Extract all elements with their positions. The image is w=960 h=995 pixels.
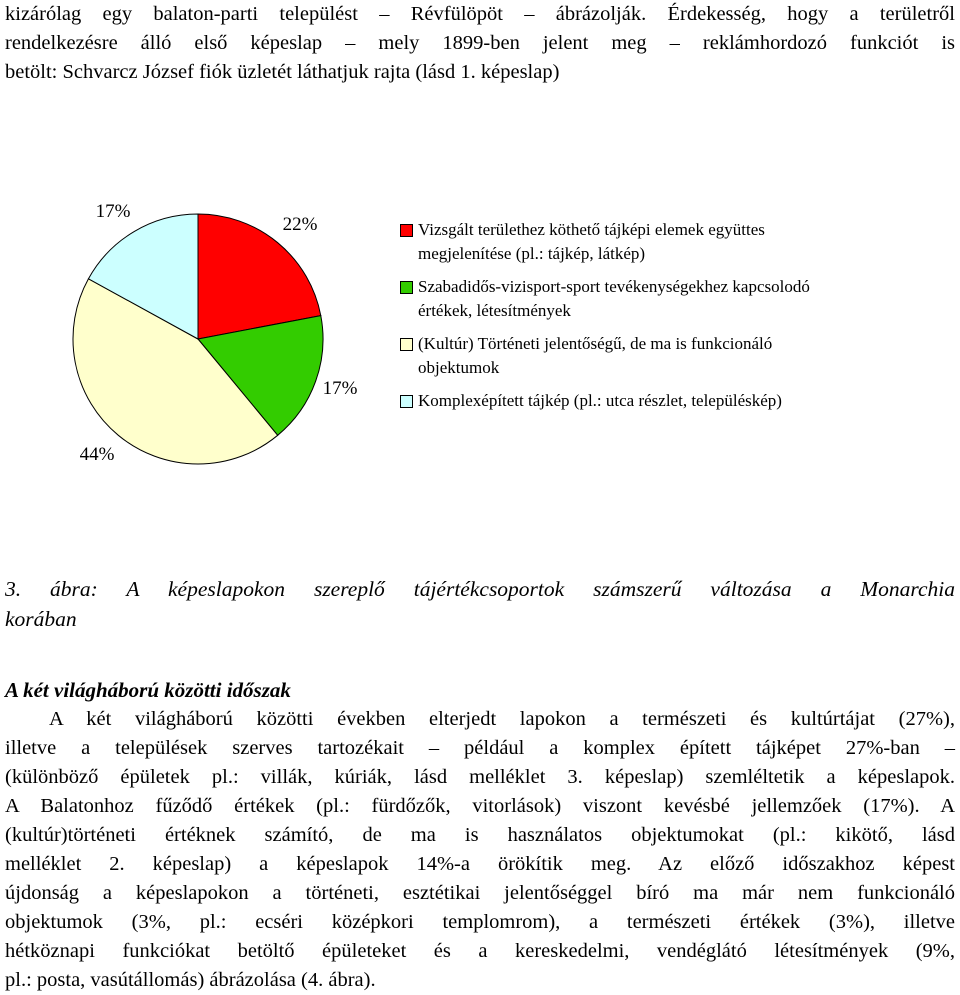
body-line: hétköznapi funkciókat betöltő épületeket és a kereskedelmi, vendéglátó létesítmények (9%, (5, 940, 955, 962)
figure-caption (5, 574, 955, 634)
pie-value-label: 44% (79, 444, 115, 465)
legend-label: Vizsgált területhez köthető tájképi elemek együttes (418, 220, 765, 239)
body-paragraph (5, 705, 955, 995)
legend-label: objektumok (418, 358, 500, 377)
legend-item (400, 389, 870, 413)
legend-swatch (400, 395, 413, 408)
intro-line: rendelkezésre álló első képeslap – mely 1899-ben jelent meg – reklámhordozó funkciót is (5, 32, 955, 54)
pie-value-label: 17% (95, 201, 131, 222)
pie-value-label: 17% (322, 378, 358, 399)
body-line: (kultúr)történeti értéknek számító, de ma is használatos objektumokat (pl.: kikötő, lásd (5, 824, 955, 846)
legend-swatch (400, 281, 413, 294)
legend-label: Komplexépített tájkép (pl.: utca részlet, településkép) (418, 391, 782, 410)
legend-label: Szabadidős-vizisport-sport tevékenységekhez kapcsolodó (418, 277, 810, 296)
legend-swatch (400, 224, 413, 237)
caption-line: korában (5, 607, 77, 631)
pie-value-label: 22% (282, 214, 318, 235)
legend-item (400, 332, 870, 380)
pie-slices (73, 214, 323, 464)
intro-line: betölt: Schvarcz József fiók üzletét láthatjuk rajta (lásd 1. képeslap) (5, 61, 560, 83)
intro-line: kizárólag egy balaton-parti települést – Révfülöpöt – ábrázolják. Érdekesség, hogy a területről (5, 3, 955, 25)
legend-label: (Kultúr) Történeti jelentőségű, de ma is funkcionáló (418, 334, 773, 353)
body-line: illetve a települések szerves tartozékait – például a komplex épített tájképet 27%-ban – (5, 737, 955, 759)
legend-label: értékek, létesítmények (418, 301, 571, 320)
pie-chart (0, 180, 400, 480)
intro-paragraph (5, 0, 955, 87)
chart-legend (400, 218, 870, 422)
legend-label: megjelenítése (pl.: tájkép, látkép) (418, 244, 646, 263)
body-line: objektumok (3%, pl.: ecséri középkori templomrom), a természeti értékek (3%), illetve (5, 911, 955, 933)
body-line: újdonság a képeslapokon a történeti, esztétikai jelentőséggel bíró ma már nem funkcionáló (5, 882, 955, 904)
section-heading: A két világháború közötti időszak (5, 678, 291, 702)
body-line: A Balatonhoz fűződő értékek (pl.: fürdőzők, vitorlások) viszont kevésbé jellemzőek (17%). A (5, 795, 955, 817)
body-line: (különböző épületek pl.: villák, kúriák, lásd melléklet 3. képeslap) szemléltetik a képeslapok. (5, 766, 955, 788)
body-line: melléklet 2. képeslap) a képeslapok 14%-a örökítik meg. Az előző időszakhoz képest (5, 853, 955, 875)
body-line: A két világháború közötti években elterjedt lapokon a természeti és kultúrtájat (27%), (49, 708, 955, 730)
body-line: pl.: posta, vasútállomás) ábrázolása (4. ábra). (5, 969, 376, 991)
caption-line: 3. ábra: A képeslapokon szereplő tájértékcsoportok számszerű változása a Monarchia (5, 577, 955, 601)
legend-item (400, 218, 870, 266)
legend-item (400, 275, 870, 323)
legend-swatch (400, 338, 413, 351)
